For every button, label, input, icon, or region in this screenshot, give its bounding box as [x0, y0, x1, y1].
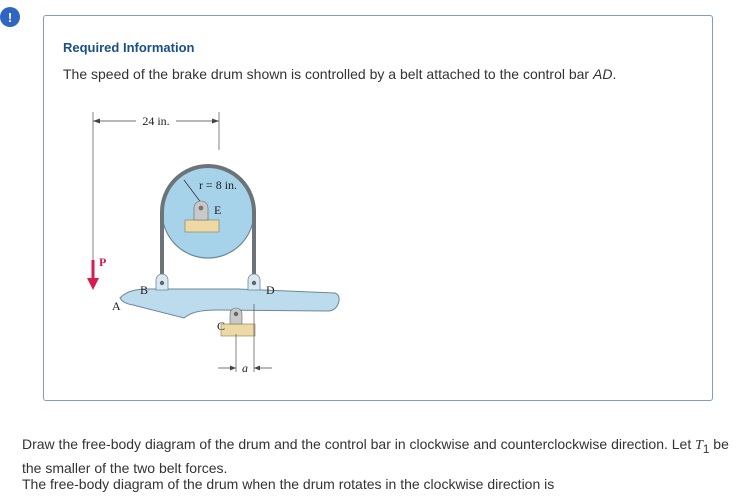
- pin-d: [252, 281, 256, 285]
- pin-b: [160, 281, 164, 285]
- pin-c: [234, 312, 238, 316]
- alert-icon: !: [0, 7, 20, 27]
- question-text: Draw the free-body diagram of the drum and the control bar in clockwise and counterclockwise direction. Let $T_1$ be the smaller of the two belt forces.: [22, 436, 729, 476]
- label-c: C: [217, 319, 226, 333]
- drum-support-base: [185, 220, 219, 232]
- drum-pin: [199, 206, 204, 211]
- info-text: The speed of the brake drum shown is controlled by a belt attached to the control bar AD.: [63, 66, 617, 82]
- pivot-support-base: [221, 324, 255, 336]
- info-title: Required Information: [63, 40, 195, 55]
- drum-bearing: [194, 201, 208, 220]
- question-subtext: The free-body diagram of the drum when the drum rotates in the clockwise direction is: [22, 476, 555, 492]
- label-a: A: [112, 299, 121, 313]
- dimension-a-arrowhead-right: [254, 366, 260, 371]
- label-e: E: [214, 203, 222, 217]
- label-p: P: [99, 255, 107, 269]
- control-bar: [120, 289, 339, 318]
- radius-label: r = 8 in.: [198, 178, 238, 192]
- label-a-dimension: a: [242, 361, 248, 375]
- dimension-24-label: 24 in.: [142, 114, 170, 128]
- dimension-a-arrowhead-left: [230, 366, 236, 371]
- dimension-arrowhead-left: [93, 119, 100, 124]
- label-b: B: [140, 283, 149, 297]
- brake-drum-figure: [70, 108, 350, 388]
- label-d: D: [266, 283, 275, 297]
- dimension-arrowhead-right: [212, 119, 219, 124]
- force-p-arrowhead: [87, 278, 99, 290]
- required-information-box: [43, 15, 713, 401]
